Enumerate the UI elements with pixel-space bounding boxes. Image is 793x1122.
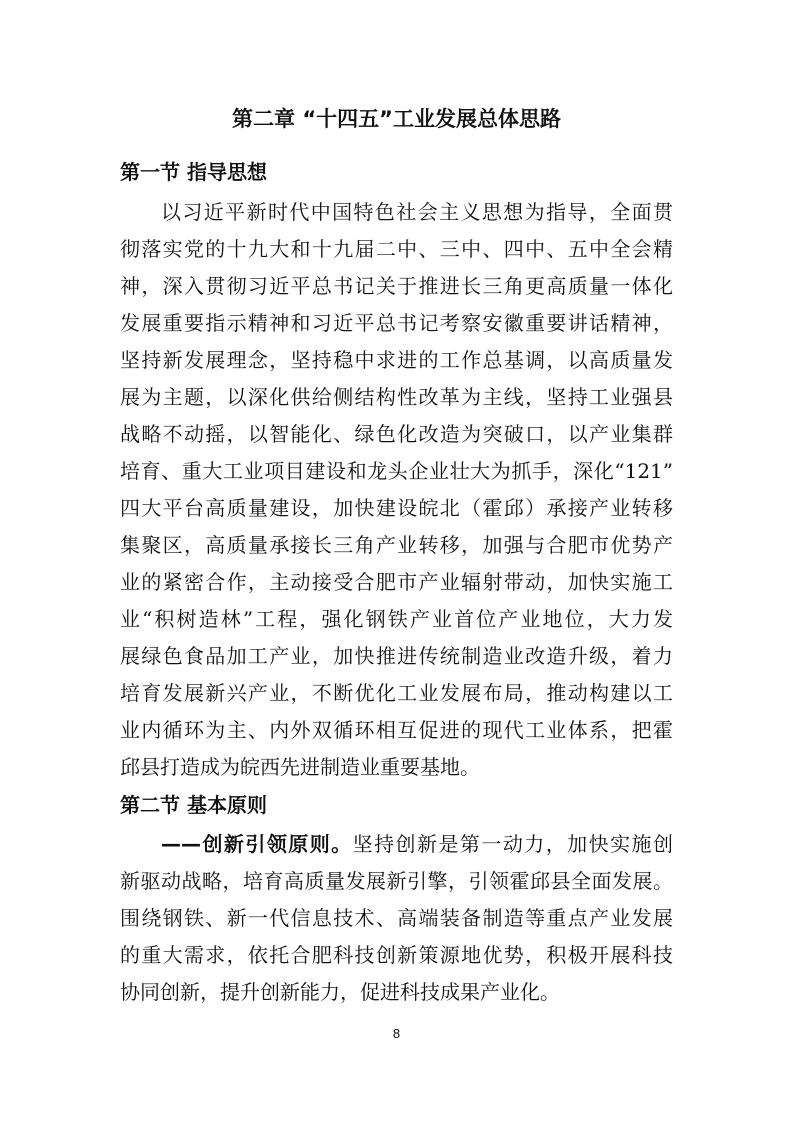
section-heading-guiding-ideology: 第一节 指导思想: [120, 160, 267, 184]
paragraph-line: 业的紧密合作，主动接受合肥市产业辐射带动，加快实施工: [120, 570, 673, 594]
paragraph-line: 业内循环为主、内外双循环相互促进的现代工业体系，把霍: [120, 718, 673, 742]
paragraph-line: 集聚区，高质量承接长三角产业转移，加强与合肥市优势产: [120, 533, 673, 557]
paragraph-line: 展绿色食品加工产业，加快推进传统制造业改造升级，着力: [120, 644, 673, 668]
paragraph-line: 战略不动摇，以智能化、绿色化改造为突破口，以产业集群: [120, 422, 673, 446]
paragraph-line: 神，深入贯彻习近平总书记关于推进长三角更高质量一体化: [120, 274, 673, 298]
paragraph-line: 培育发展新兴产业，不断优化工业发展布局，推动构建以工: [120, 681, 673, 705]
section-heading-basic-principles: 第二节 基本原则: [120, 793, 267, 817]
paragraph-line: 彻落实党的十九大和十九届二中、三中、四中、五中全会精: [120, 237, 673, 261]
paragraph-line: 展为主题，以深化供给侧结构性改革为主线，坚持工业强县: [120, 385, 673, 409]
principle-title: ——创新引领原则。: [161, 832, 353, 856]
page-number: 8: [392, 1026, 401, 1041]
paragraph-line: 邱县打造成为皖西先进制造业重要基地。: [120, 755, 480, 779]
chapter-title: 第二章 “十四五”工业发展总体思路: [232, 107, 561, 131]
principle-first-line: [161, 829, 673, 859]
paragraph-line: 四大平台高质量建设，加快建设皖北（霍邱）承接产业转移: [120, 496, 673, 520]
paragraph-line: 培育、重大工业项目建设和龙头企业壮大为抓手，深化“121”: [120, 459, 673, 483]
paragraph-line: 坚持新发展理念，坚持稳中求进的工作总基调，以高质量发: [120, 348, 673, 372]
paragraph-line: 协同创新，提升创新能力，促进科技成果产业化。: [120, 980, 560, 1004]
paragraph-line: 围绕钢铁、新一代信息技术、高端装备制造等重点产业发展: [120, 906, 673, 930]
paragraph-line: 新驱动战略，培育高质量发展新引擎，引领霍邱县全面发展。: [120, 869, 673, 893]
paragraph-line: 以习近平新时代中国特色社会主义思想为指导，全面贯: [161, 200, 673, 224]
paragraph-line: 业“积树造林”工程，强化钢铁产业首位产业地位，大力发: [120, 607, 673, 631]
paragraph-line: 的重大需求，依托合肥科技创新策源地优势，积极开展科技: [120, 943, 673, 967]
principle-text: 坚持创新是第一动力，加快实施创: [352, 832, 674, 856]
paragraph-line: 发展重要指示精神和习近平总书记考察安徽重要讲话精神，: [120, 311, 673, 335]
